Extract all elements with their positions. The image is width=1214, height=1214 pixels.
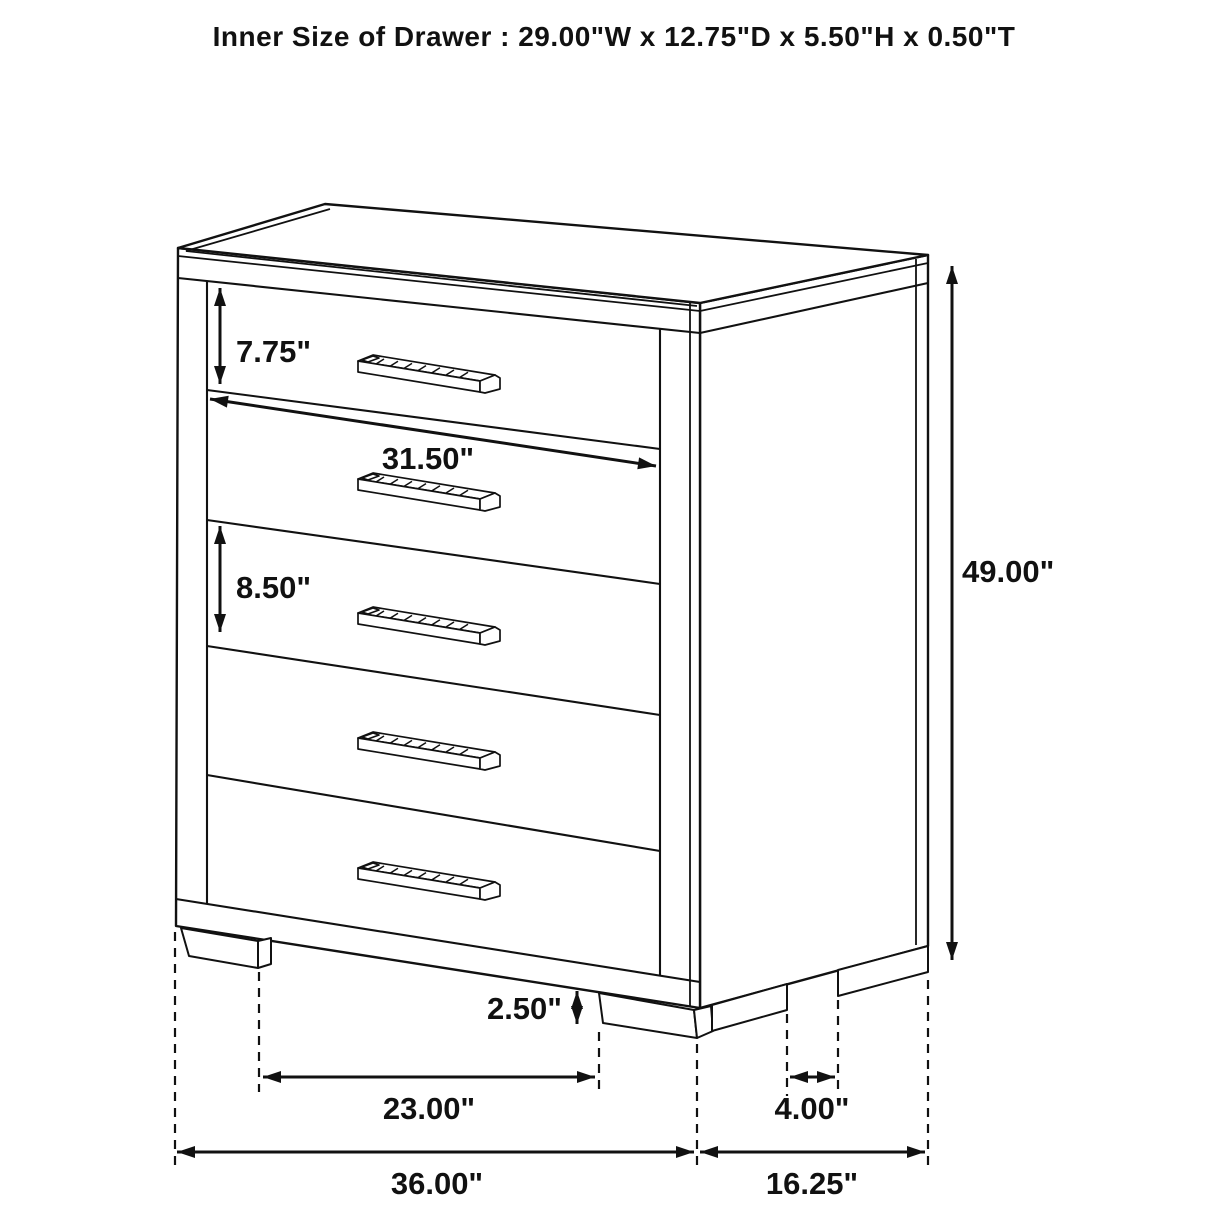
dimension-label: 7.75" xyxy=(236,334,312,369)
front-right-leg-side xyxy=(694,1006,713,1038)
dimension-label: 23.00" xyxy=(382,1091,476,1126)
dimension-label: 36.00" xyxy=(390,1166,484,1201)
dim-overall-height xyxy=(952,266,1054,960)
dimension-label: 16.25" xyxy=(765,1166,859,1201)
dimension-label: 8.50" xyxy=(236,570,312,605)
dimension-label: 4.00" xyxy=(774,1091,850,1126)
dimension-label: 49.00" xyxy=(962,554,1055,589)
dim-overall-depth xyxy=(700,1152,925,1201)
chest-side-face xyxy=(700,255,928,1008)
front-left-leg-side xyxy=(258,938,271,968)
diagram-title: Inner Size of Drawer : 29.00"W x 12.75"D x 5.50"H x 0.50"T xyxy=(212,21,1016,52)
dimension-label: 2.50" xyxy=(486,991,562,1026)
dim-overall-width xyxy=(177,1152,694,1201)
chest-line-drawing xyxy=(176,204,928,1038)
dimension-label: 31.50" xyxy=(381,441,475,476)
dim-front-leg-spacing xyxy=(263,1077,595,1126)
dim-leg-height xyxy=(487,991,577,1026)
